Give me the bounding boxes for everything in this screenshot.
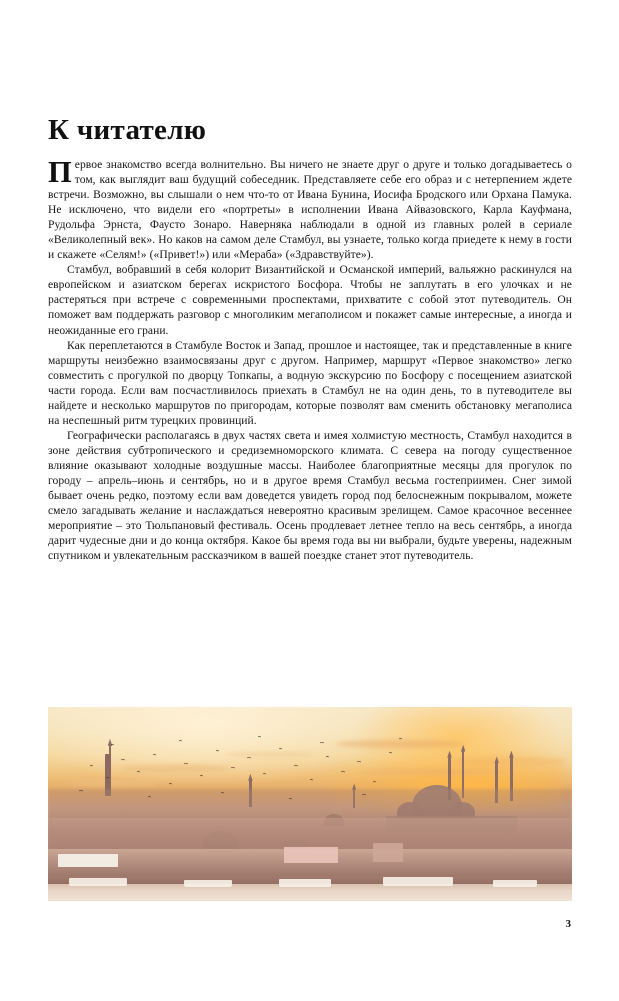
bird-icon [221,792,224,794]
photo-canvas [48,707,572,901]
paragraph-3: Как переплетаются в Стамбуле Восток и Запад, прошлое и настоящее, так и представленные в книге маршруты неизбежно взаимосвязаны друг с другом. Например, маршрут «Первое знакомство» легко совместить с прогулкой по дворцу Топкапы, а водную экскурсию по Босфору с посещением азиатской части города. Если вам посчастливилось приехать в Стамбул не на один день, то в путеводителе вы найдете и несколько маршрутов по пригородам, которые позволят вам сменить обстановку мегаполиса на неспешный ритм турецких провинций. [48,339,572,427]
bird-icon [179,740,182,742]
waterfront-building-1 [284,847,338,863]
page-title: К читателю [48,114,207,147]
bird-icon [310,779,313,781]
bird-icon [184,763,187,765]
ferry-1 [69,878,127,886]
bird-icon [357,761,360,763]
istanbul-skyline-photo [48,707,572,901]
bird-icon [247,757,250,759]
bird-icon [231,767,234,769]
waterfront-building-3 [373,843,403,862]
cloud-2 [226,752,314,757]
bird-icon [106,777,109,779]
waterfront-building-2 [58,854,118,867]
bird-icon [373,781,376,783]
paragraph-4: Географически располагаясь в двух частях света и имея холмистую местность, Стамбул находится в зоне действия субтропического и средиземноморского климата. С севера на погоду существенное влияние оказывают холодные воздушные массы. Наиболее благоприятные месяцы для прогулок по городу – апрель–июнь и сентябрь, но и в другое время Стамбул весьма гостеприимен. Снег зимой бывает очень редко, поэтому если вам доведется увидеть город под белоснежным покрывалом, можете смело загадывать желание и наслаждаться невероятно красивым зрелищем. Самое красочное весеннее мероприятие – это Тюльпановый фестиваль. Осень продлевает летнее тепло на весь сентябрь, а иногда дарит чудесные дни и до конца октября. Какое бы время года вы ни выбрали, будьте уверены, надежным спутником и увлекательным рассказчиком в вашей поездке станет этот путеводитель. [48,429,572,563]
ferry-2 [184,880,232,887]
bird-icon [200,775,203,777]
bird-icon [294,765,297,767]
bird-icon [137,771,140,773]
cloud-3 [336,740,466,748]
bird-icon [341,771,344,773]
article-body [48,155,572,564]
bird-icon [258,736,261,738]
bird-icon [326,756,329,758]
page-number: 3 [565,918,571,930]
bird-icon [79,790,82,792]
ferry-3 [279,879,331,887]
bird-icon [90,765,93,767]
ferry-4 [383,877,453,886]
bird-icon [289,798,292,800]
paragraph-1: Первое знакомство всегда волнительно. Вы ничего не знаете друг о друге и только догадываетесь о том, как выглядит ваш будущий собеседник. Представляете себе его образ и с нетерпением ждете встречи. Возможно, вы слышали о нем что-то от Ивана Бунина, Иосифа Бродского или Орхана Памука. Не исключено, что видели его «портреты» в исполнении Ивана Айвазовского, Карла Кауфмана, Рудольфа Эрнста, Фаусто Зонаро. Наверняка наблюдали в одной из главных ролей в сериале «Великолепный век». Но каков на самом деле Стамбул, вы узнаете, только когда приедете к нему в гости и скажете «Селям!» («Привет!») или «Мераба» («Здравствуйте»). [48,155,572,262]
bird-icon [362,794,365,796]
bird-icon [121,759,124,761]
bird-icon [153,754,156,756]
cloud-5 [69,781,159,786]
bird-icon [111,744,114,746]
bird-icon [389,752,392,754]
bird-icon [320,742,323,744]
bird-icon [148,796,151,798]
ferry-5 [493,880,537,887]
bird-icon [216,750,219,752]
bird-icon [263,773,266,775]
bird-icon [169,783,172,785]
paragraph-2: Стамбул, вобравший в себя колорит Византийской и Османской империй, вальяжно раскинулся на европейском и азиатском берегах искристого Босфора. Чтобы не заплутать в его улочках и не растеряться при встрече с современными проспектами, прихватите с собой этот путеводитель. Он поможет вам поддержать разговор с многоликим мегаполисом и покажет самые интересные, а иногда и неожиданные его грани. [48,264,572,337]
bird-icon [279,748,282,750]
bird-icon [399,738,402,740]
